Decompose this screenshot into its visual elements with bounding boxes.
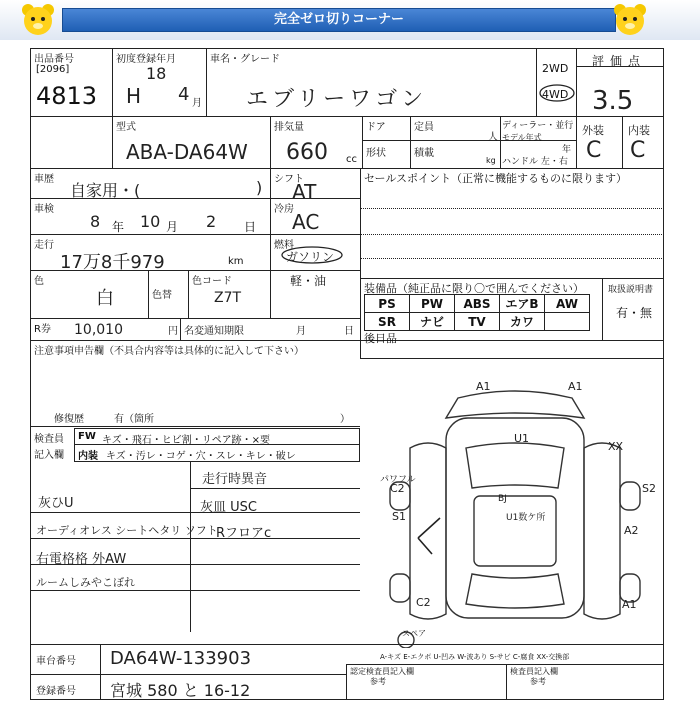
plate-label: 登録番号: [36, 686, 76, 697]
inspection-month: 10: [140, 212, 161, 231]
lot-label: 出品番号: [34, 54, 74, 65]
type-value: ABA-DA64W: [126, 140, 248, 164]
manual-value: 有・無: [616, 306, 653, 320]
damage-legend: A-キズ E-エクボ U-凹み W-波あり S-サビ C-腐食 XX-交換部: [380, 653, 570, 661]
bear-mascot-icon: [612, 2, 648, 38]
equipment-aw: AW: [545, 295, 590, 313]
mark-hood: U1: [514, 432, 530, 445]
mark-right-s2: S2: [642, 482, 656, 495]
inspector-row2: キズ・汚レ・コゲ・穴・スレ・キレ・破レ: [106, 451, 296, 462]
equipment-airbag: エアB: [500, 295, 545, 313]
mark-roof: BJ: [498, 494, 507, 504]
footer-label-3: 検査員記入欄: [510, 667, 558, 676]
inspection-day-unit: 日: [244, 220, 257, 234]
fuel-circle: [280, 246, 344, 264]
model-name: エブリーワゴン: [246, 87, 428, 112]
usage-label: 車歴: [34, 174, 54, 185]
repair-close: ）: [340, 414, 350, 425]
capacity-unit: 人: [488, 132, 498, 143]
color-value: 白: [96, 288, 114, 309]
interior-grade: C: [630, 138, 646, 163]
notes-label: 注意事項申告欄（不具合内容等は具体的に記入して下さい）: [34, 346, 304, 357]
capacity-label: 定員: [414, 122, 434, 133]
equipment-leather: カワ: [500, 313, 545, 331]
model-year-label: モデル年式: [502, 133, 542, 142]
inspector-fw: FW: [78, 431, 96, 442]
year-unit: 年: [562, 145, 572, 155]
color-code: Z7T: [214, 290, 242, 306]
chassis-value: DA64W-133903: [110, 648, 252, 669]
footer-label-4: 参考: [530, 677, 546, 686]
mileage-value: 17万8千979: [60, 252, 165, 273]
registration-era: H: [126, 84, 142, 108]
comment-5: Rフロアc: [216, 526, 272, 541]
registration-year: 18: [146, 64, 167, 83]
drive-4wd-circle: [538, 84, 576, 102]
usage-value: 自家用・(: [70, 181, 141, 200]
bear-mascot-icon: [20, 2, 56, 38]
shift-value: AT: [292, 180, 317, 204]
chassis-label: 車台番号: [36, 656, 76, 667]
mark-rear-c2: C2: [416, 596, 431, 609]
comment-4: オーディオレス シートヘタリ ソフト: [36, 524, 218, 537]
deadline-label: 名変通知期限: [184, 326, 244, 337]
equipment-pw: PW: [410, 295, 455, 313]
mark-front-left: A1: [476, 380, 491, 393]
inspector-entry-label: 記入欄: [34, 450, 64, 461]
lot-number: 4813: [36, 82, 98, 110]
footer-label-2: 参考: [370, 677, 386, 686]
inspector-label: 検査員: [34, 434, 64, 445]
banner-title: 完全ゼロ切りコーナー: [62, 8, 616, 32]
banner: [0, 0, 700, 40]
inspection-year: 8: [90, 212, 101, 231]
mark-front-right: A1: [568, 380, 583, 393]
shape-label: 形状: [366, 148, 386, 159]
inspection-sheet: [30, 48, 670, 700]
mark-front-fender: XX: [608, 440, 624, 453]
equipment-label: 装備品（純正品に限り〇で囲んでください）: [364, 282, 584, 295]
mark-right-a2: A2: [624, 524, 639, 537]
recycle-unit: 円: [168, 326, 178, 337]
grade-score: 3.5: [592, 86, 634, 116]
shift-label: シフト: [274, 174, 304, 185]
ac-value: AC: [292, 210, 320, 234]
color-change-label: 色替: [152, 290, 172, 301]
mark-left-s1: S1: [392, 510, 406, 523]
manual-label: 取扱説明書: [608, 285, 654, 295]
selling-points-label: セールスポイント（正常に機能するものに限ります）: [364, 172, 628, 185]
plate-value: 宮城 580 と 16-12: [110, 681, 251, 700]
inspection-year-unit: 年: [112, 220, 125, 234]
recycle-label: R券: [34, 324, 51, 335]
mark-roof-dents: U1数ケ所: [506, 513, 546, 523]
comment-2: 灰ひU: [38, 496, 74, 511]
aftermarket-label: 後日品: [364, 332, 397, 345]
usage-close: ): [256, 178, 263, 197]
equipment-navi: ナビ: [410, 313, 455, 331]
equipment-tv: TV: [455, 313, 500, 331]
color-label: 色: [34, 276, 44, 287]
dealer-label: ディーラー・並行: [502, 121, 574, 131]
type-label: 型式: [116, 122, 136, 133]
comment-6: 右電格格 外AW: [36, 552, 127, 567]
exterior-grade: C: [586, 138, 602, 163]
registration-month: 4: [178, 84, 190, 105]
comment-7: ルームしみやこぼれ: [36, 576, 135, 589]
inspection-day: 2: [206, 212, 217, 231]
repair-label: 修復歴: [54, 414, 84, 425]
load-label: 積載: [414, 148, 434, 159]
deadline-day-unit: 日: [344, 326, 354, 337]
doors-label: ドア: [366, 122, 386, 133]
grade-label: 評価点: [592, 54, 647, 68]
mileage-unit: km: [228, 256, 244, 267]
deadline-month-unit: 月: [296, 326, 306, 337]
model-label: 車名・グレード: [210, 54, 280, 65]
color-code-label: 色コード: [192, 276, 232, 287]
handle-label: ハンドル 左・右: [502, 157, 568, 167]
mark-power: パワフル: [380, 475, 416, 485]
repair-value: 有（箇所: [114, 414, 154, 425]
load-unit: kg: [486, 156, 496, 165]
inspector-row1: キズ・飛石・ヒビ割・リペア跡・×要: [102, 435, 270, 446]
displacement-label: 排気量: [274, 122, 304, 133]
fuel-label: 燃料: [274, 240, 294, 251]
ac-label: 冷房: [274, 204, 294, 215]
equipment-table: [364, 294, 590, 331]
interior-label: 内装: [628, 124, 650, 137]
registration-month-unit: 月: [192, 98, 202, 109]
displacement-unit: cc: [346, 154, 357, 165]
equipment-sr: SR: [365, 313, 410, 331]
displacement-value: 660: [286, 140, 328, 165]
mark-rear-a1: A1: [622, 598, 637, 611]
footer-label-1: 認定検査員記入欄: [350, 667, 414, 676]
equipment-ps: PS: [365, 295, 410, 313]
fuel-value: ガソリン: [286, 250, 335, 264]
lot-code: [2096]: [36, 64, 70, 75]
mark-left-c2: C2: [390, 482, 405, 495]
drive-4wd: 4WD: [542, 88, 569, 101]
inspector-interior: 内装: [78, 451, 98, 462]
drive-2wd: 2WD: [542, 62, 569, 75]
equipment-abs: ABS: [455, 295, 500, 313]
exterior-label: 外装: [582, 124, 604, 137]
recycle-value: 10,010: [74, 322, 123, 338]
comment-3: 灰皿 USC: [200, 500, 257, 515]
inspection-label: 車検: [34, 204, 54, 215]
comment-1: 走行時異音: [202, 472, 268, 487]
mark-spare: スペア: [402, 629, 426, 638]
inspection-month-unit: 月: [166, 220, 179, 234]
registration-label: 初度登録年月: [116, 54, 176, 65]
fuel-options: 軽・油: [290, 274, 327, 288]
mileage-label: 走行: [34, 240, 54, 251]
